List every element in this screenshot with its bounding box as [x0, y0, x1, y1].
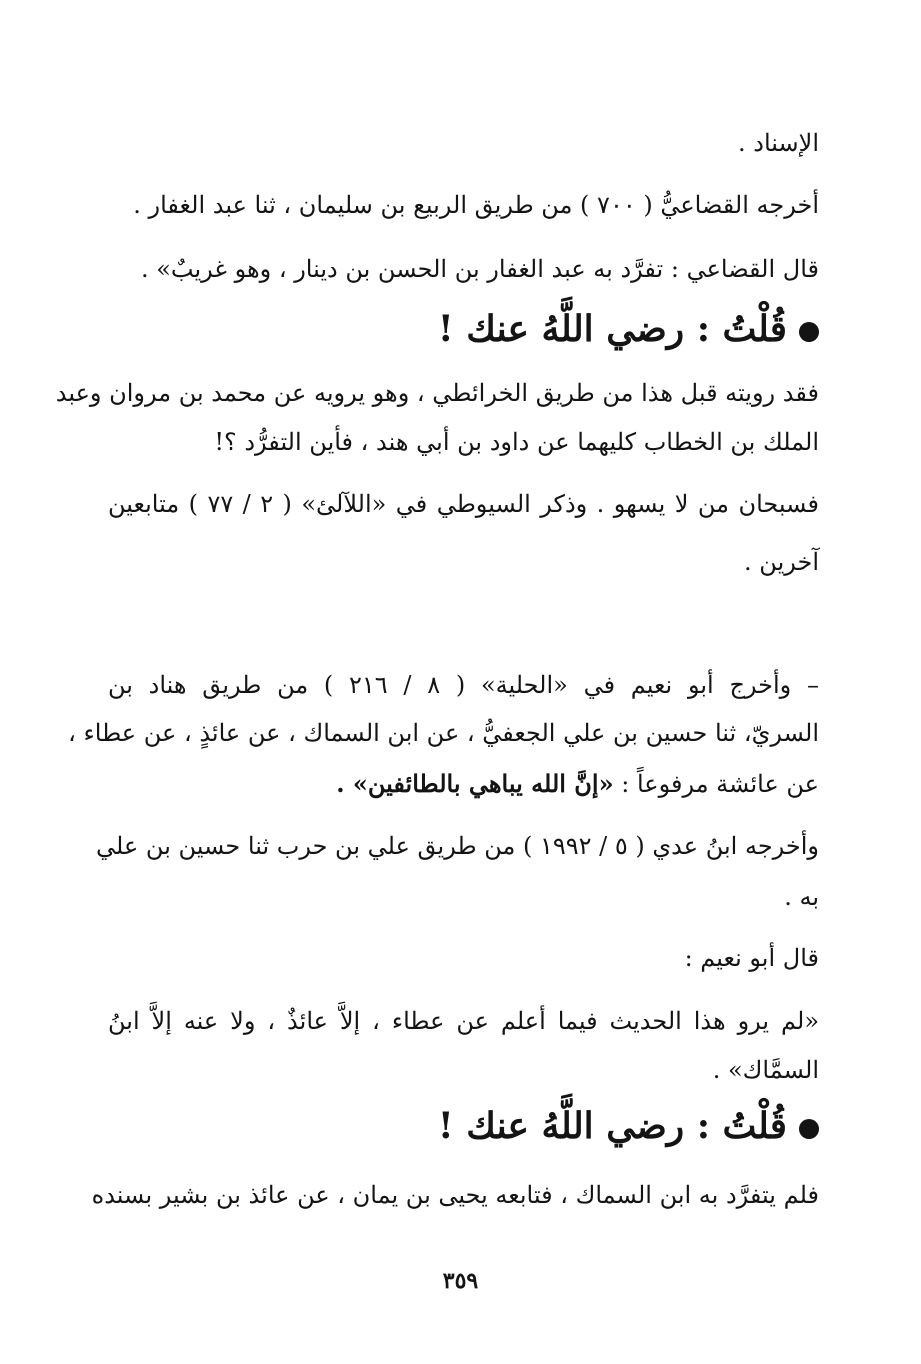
text-line-1: الإسناد . — [738, 129, 819, 157]
text-line-12: السمَّاك» . — [712, 1056, 819, 1084]
hadith-line-1 — [108, 665, 819, 702]
heading-text: قُلْتُ : رضي اللَّهُ عنك ! — [437, 308, 787, 350]
text-line-10: قال أبو نعيم : — [684, 944, 819, 972]
hadith-matn: «إنَّ الله يباهي بالطائفين» . — [336, 769, 614, 798]
text-line-3: قال القضاعي : تفرَّد به عبد الغفار بن الحسن بن دينار ، وهو غريبٌ» . — [140, 255, 819, 283]
text-line-5: الملك بن الخطاب كليهما عن داود بن أبي هند ، فأين التفرُّد ؟! — [214, 428, 819, 456]
section-heading-2 — [438, 1102, 819, 1150]
page-number: ٣٥٩ — [442, 1268, 479, 1294]
hadith-line-2: السريّ، ثنا حسين بن علي الجعفيُّ ، عن ابن السماك ، عن عائذٍ ، عن عطاء ، — [68, 719, 819, 747]
hadith-line-3-text: عن عائشة مرفوعاً : — [621, 770, 819, 798]
bullet-icon — [799, 1119, 819, 1139]
text-line-11: «لم يرو هذا الحديث فيما أعلم عن عطاء ، إلاَّ عائذٌ ، ولا عنه إلاَّ ابنُ — [108, 1007, 820, 1035]
text-line-9: به . — [784, 883, 819, 911]
bullet-icon — [799, 322, 819, 342]
text-line-7: آخرين . — [744, 548, 819, 576]
section-heading-1 — [438, 305, 819, 353]
text-line-6: فسبحان من لا يسهو . وذكر السيوطي في «اللآلئ» ( ٢ / ٧٧ ) متابعين — [108, 490, 819, 518]
heading-text: قُلْتُ : رضي اللَّهُ عنك ! — [437, 1105, 787, 1147]
text-line-13: فلم يتفرَّد به ابن السماك ، فتابعه يحيى بن يمان ، عن عائذ بن بشير بسنده — [91, 1181, 819, 1209]
hadith-line-3 — [336, 767, 819, 801]
text-line-8: وأخرجه ابنُ عدي ( ٥ / ١٩٩٢ ) من طريق علي بن حرب ثنا حسين بن علي — [96, 832, 819, 860]
text-line-2: أخرجه القضاعيُّ ( ٧٠٠ ) من طريق الربيع بن سليمان ، ثنا عبد الغفار . — [133, 191, 819, 219]
text-line-4: فقد رويته قبل هذا من طريق الخرائطي ، وهو يرويه عن محمد بن مروان وعبد — [55, 379, 819, 407]
hadith-line-1-text: – وأخرج أبو نعيم في «الحلية» ( ٨ / ٢١٦ ) من طريق هناد بن — [108, 671, 819, 699]
